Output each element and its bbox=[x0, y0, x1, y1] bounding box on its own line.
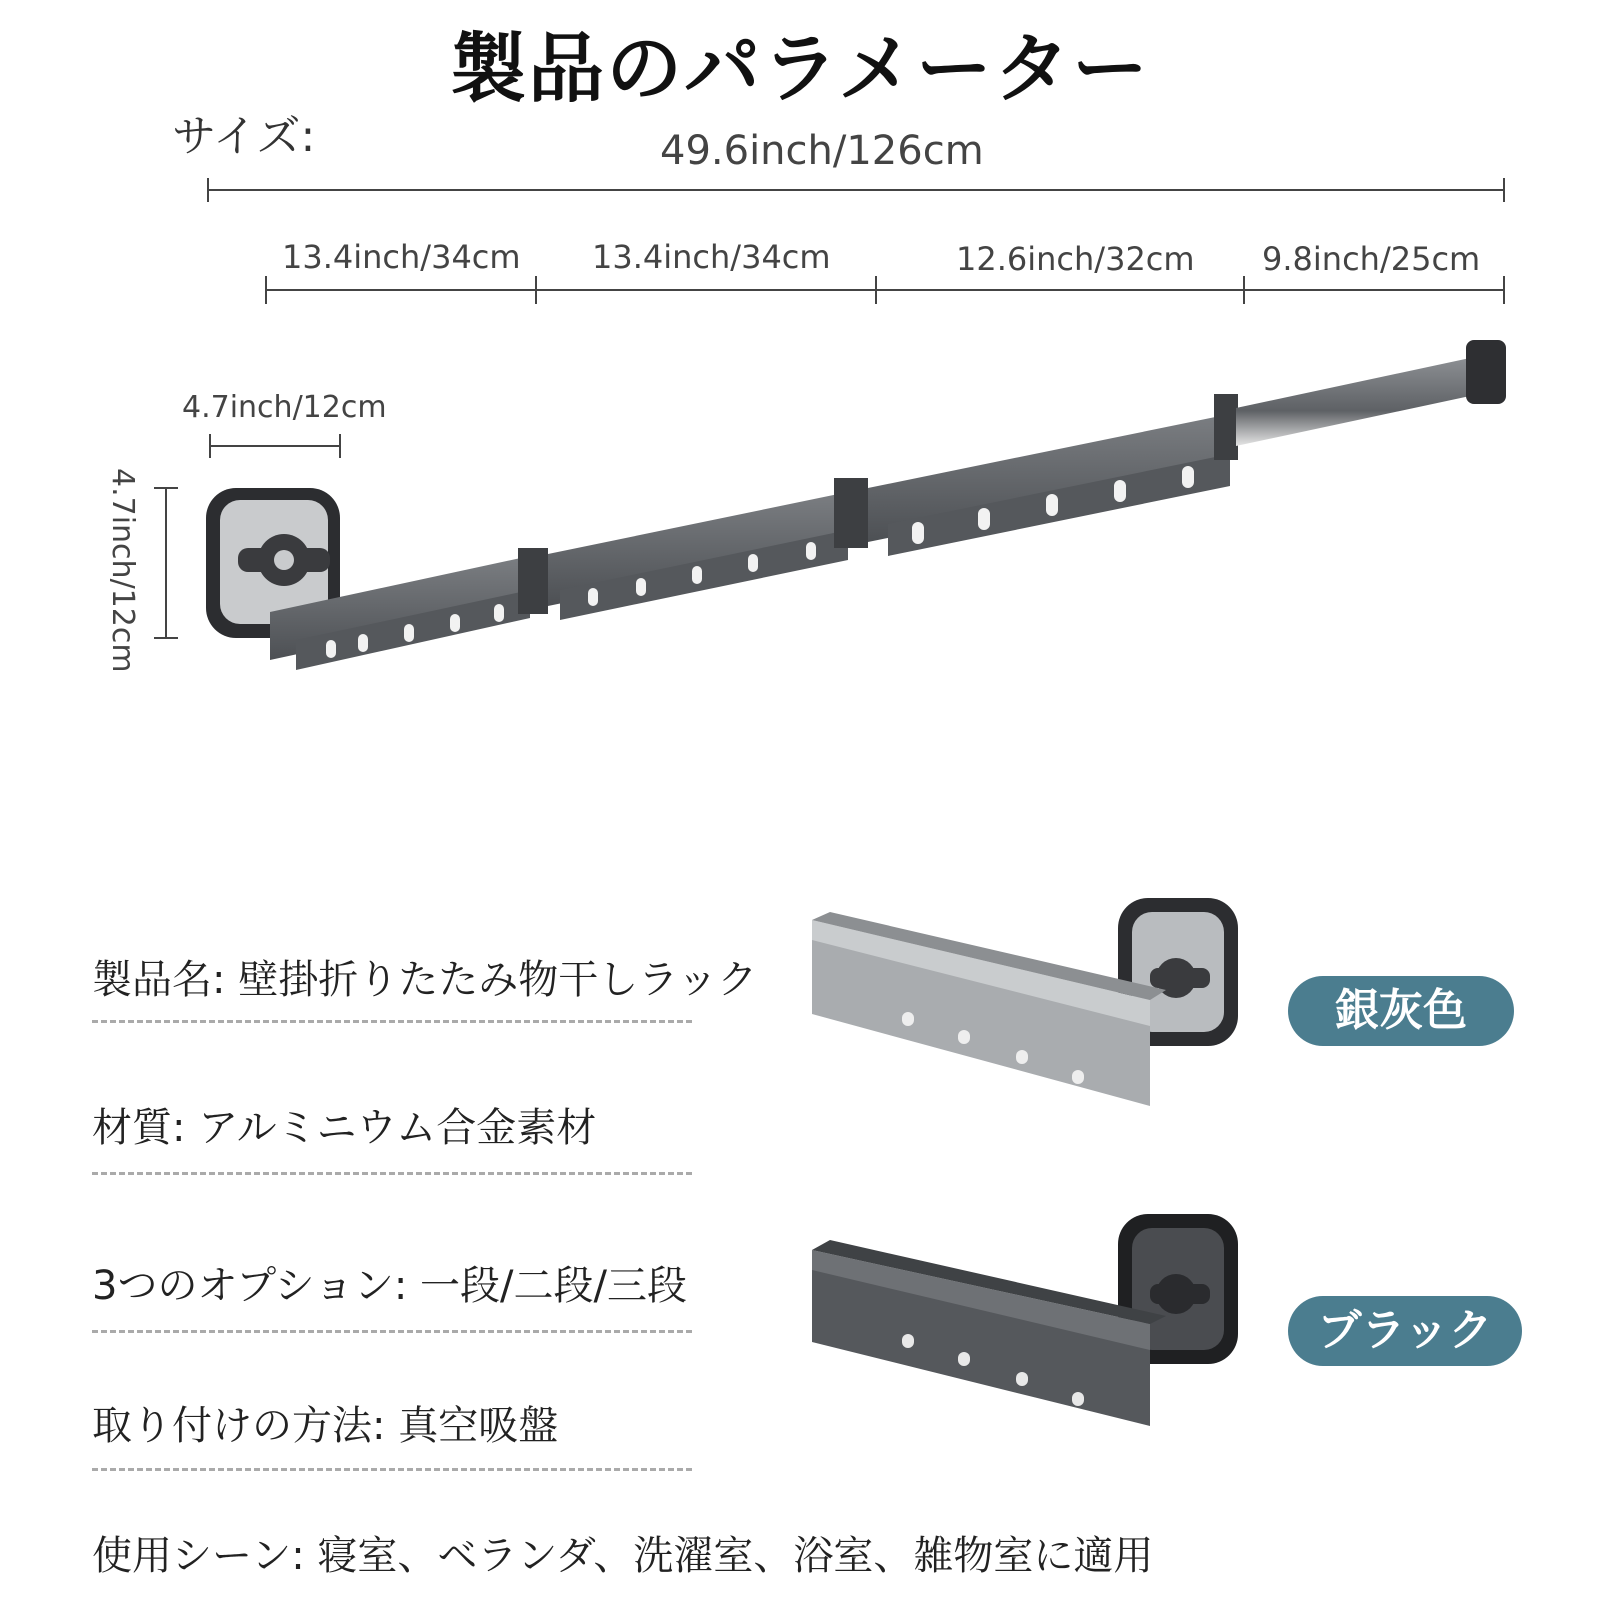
divider bbox=[92, 1468, 692, 1471]
total-length-label: 49.6inch/126cm bbox=[660, 128, 984, 174]
spec-installation bbox=[92, 1394, 558, 1451]
spec-usage-scenes bbox=[92, 1524, 1153, 1581]
spec-label: 3つのオプション: bbox=[92, 1263, 408, 1309]
mount-width-label: 4.7inch/12cm bbox=[182, 390, 387, 425]
spec-label: 取り付けの方法: bbox=[92, 1403, 386, 1449]
spec-label: 使用シーン: bbox=[92, 1533, 305, 1579]
spec-value: 一段/二段/三段 bbox=[420, 1263, 687, 1309]
page-title: 製品のパラメーター bbox=[450, 24, 1150, 113]
spec-product-name bbox=[92, 948, 757, 1005]
divider bbox=[92, 1020, 692, 1023]
spec-value: 真空吸盤 bbox=[398, 1403, 559, 1449]
black-color-option[interactable]: ブラック bbox=[1288, 1296, 1522, 1366]
spec-value: 壁掛折りたたみ物干しラック bbox=[238, 957, 758, 1003]
spec-value: 寝室、ベランダ、洗濯室、浴室、雑物室に適用 bbox=[317, 1533, 1154, 1579]
spec-label: 材質: bbox=[92, 1105, 186, 1151]
divider bbox=[92, 1330, 692, 1333]
segment-3-label: 12.6inch/32cm bbox=[956, 240, 1195, 278]
segment-1-label: 13.4inch/34cm bbox=[282, 238, 521, 276]
divider bbox=[92, 1172, 692, 1175]
spec-material bbox=[92, 1096, 596, 1153]
segment-4-label: 9.8inch/25cm bbox=[1262, 240, 1481, 278]
mount-height-label: 4.7inch/12cm bbox=[105, 468, 140, 673]
spec-label: 製品名: bbox=[92, 957, 226, 1003]
segment-2-label: 13.4inch/34cm bbox=[592, 238, 831, 276]
spec-value: アルミニウム合金素材 bbox=[198, 1105, 597, 1151]
spec-options bbox=[92, 1254, 687, 1311]
size-label: サイズ: bbox=[172, 111, 316, 162]
silver-color-option[interactable]: 銀灰色 bbox=[1288, 976, 1514, 1046]
